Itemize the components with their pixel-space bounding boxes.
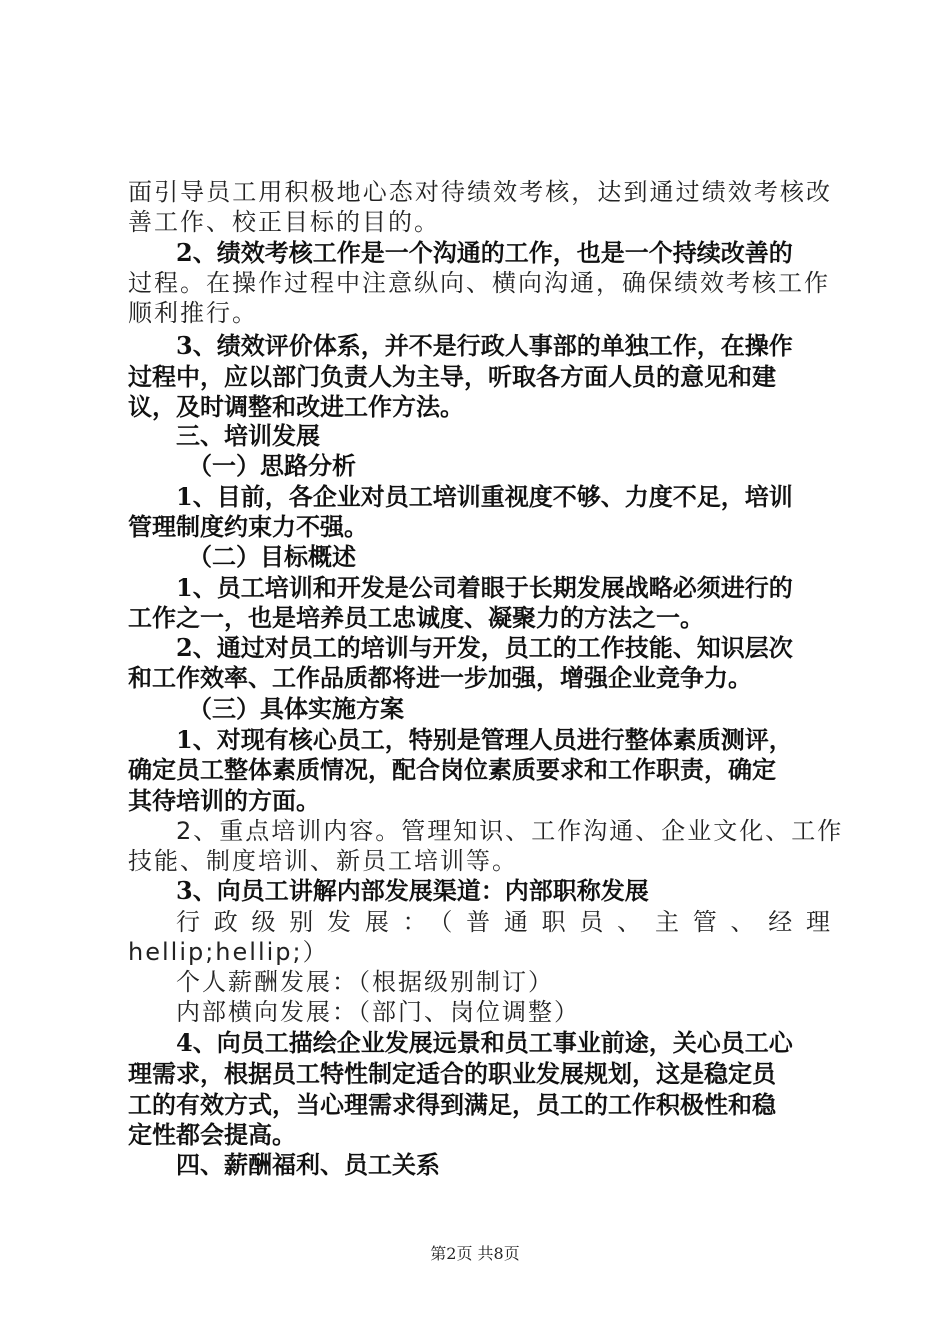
paragraph-line: 其待培训的方面。	[128, 786, 320, 815]
paragraph-line: 议，及时调整和改进工作方法。	[128, 392, 464, 421]
paragraph-line: 过程。在操作过程中注意纵向、横向沟通，确保绩效考核工作	[128, 269, 830, 297]
paragraph-line: 内部横向发展：（部门、岗位调整）	[176, 998, 580, 1026]
paragraph-line: 工作之一，也是培养员工忠诚度、凝聚力的方法之一。	[128, 603, 704, 632]
paragraph-line: 面引导员工用积极地心态对待绩效考核，达到通过绩效考核改	[128, 178, 832, 206]
paragraph-line: 管理制度约束力不强。	[128, 512, 368, 541]
paragraph-line: 3、向员工讲解内部发展渠道：内部职称发展	[176, 876, 649, 905]
paragraph-line: 1、对现有核心员工，特别是管理人员进行整体素质测评，	[176, 725, 793, 754]
paragraph-line: 1、目前，各企业对员工培训重视度不够、力度不足，培训	[176, 482, 793, 511]
subsection-heading: （一）思路分析	[188, 451, 356, 480]
paragraph-line: 顺利推行。	[128, 299, 258, 327]
paragraph-line: 工的有效方式，当心理需求得到满足，员工的工作积极性和稳	[128, 1090, 776, 1119]
paragraph-line: 2、通过对员工的培训与开发，员工的工作技能、知识层次	[176, 633, 793, 662]
paragraph-line: 行政级别发展：（普通职员、主管、经理	[176, 908, 832, 936]
paragraph-line: 确定员工整体素质情况，配合岗位素质要求和工作职责，确定	[128, 755, 776, 784]
paragraph-line: 过程中，应以部门负责人为主导，听取各方面人员的意见和建	[128, 362, 776, 391]
paragraph-line: hellip;hellip;）	[128, 938, 329, 966]
paragraph-line: 定性都会提高。	[128, 1120, 296, 1149]
paragraph-line: 2、绩效考核工作是一个沟通的工作，也是一个持续改善的	[176, 238, 793, 267]
paragraph-line: 技能、制度培训、新员工培训等。	[128, 847, 518, 875]
subsection-heading: （二）目标概述	[188, 542, 356, 571]
paragraph-line: 1、员工培训和开发是公司着眼于长期发展战略必须进行的	[176, 573, 793, 602]
paragraph-line: 个人薪酬发展：（根据级别制订）	[176, 968, 554, 996]
paragraph-line: 3、绩效评价体系，并不是行政人事部的单独工作，在操作	[176, 331, 793, 360]
page-number: 第2页 共8页	[430, 1244, 520, 1263]
section-heading: 三、培训发展	[176, 421, 320, 450]
paragraph-line: 和工作效率、工作品质都将进一步加强，增强企业竞争力。	[128, 663, 752, 692]
section-heading: 四、薪酬福利、员工关系	[176, 1150, 440, 1179]
paragraph-line: 理需求，根据员工特性制定适合的职业发展规划，这是稳定员	[128, 1059, 776, 1088]
paragraph-line: 2、重点培训内容。管理知识、工作沟通、企业文化、工作	[176, 817, 844, 845]
paragraph-line: 善工作、校正目标的目的。	[128, 208, 440, 236]
subsection-heading: （三）具体实施方案	[188, 694, 404, 723]
paragraph-line: 4、向员工描绘企业发展远景和员工事业前途，关心员工心	[176, 1028, 793, 1057]
